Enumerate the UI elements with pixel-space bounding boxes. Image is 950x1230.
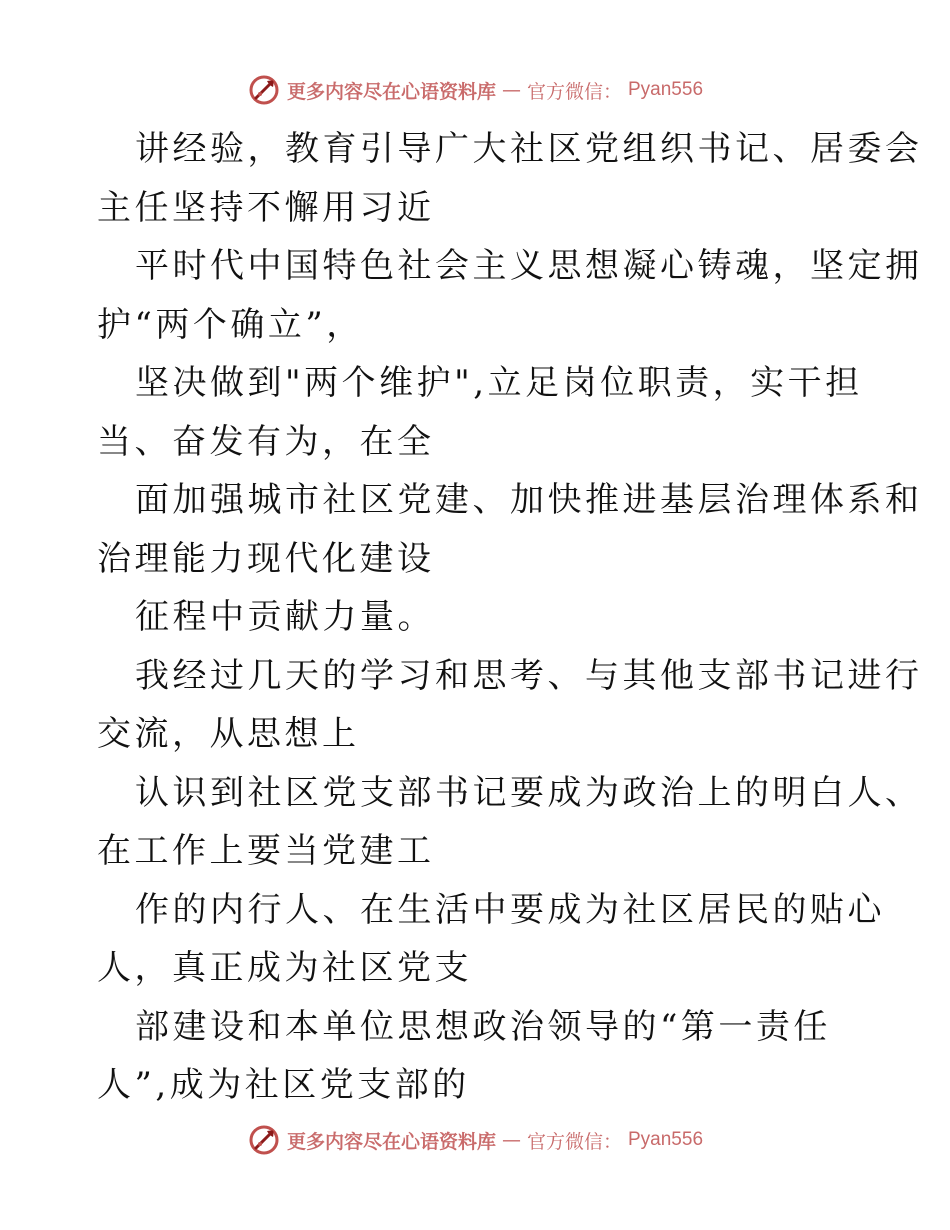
body-text xyxy=(97,120,923,1115)
text-line: 作的内行人、在生活中要成为社区居民的贴心 xyxy=(135,889,885,930)
banner-dash: — xyxy=(501,79,521,101)
text-line: 人”,成为社区党支部的 xyxy=(97,1065,470,1105)
banner-wechat-id: Pyan556 xyxy=(628,79,704,100)
text-line: 当、奋发有为，在全 xyxy=(97,421,435,462)
quill-circle-icon xyxy=(247,73,281,107)
text-line: 认识到社区党支部书记要成为政治上的明白人、 xyxy=(135,772,923,813)
text-line: 平时代中国特色社会主义思想凝心铸魂，坚定拥 xyxy=(135,246,923,286)
text-line: 部建设和本单位思想政治领导的“第一责任 xyxy=(135,1006,831,1047)
text-line: 在工作上要当党建工 xyxy=(97,831,435,871)
text-line: 征程中贡献力量。 xyxy=(135,597,435,637)
header-banner xyxy=(0,70,950,110)
text-line: 我经过几天的学习和思考、与其他支部书记进行 xyxy=(135,655,923,696)
banner-wechat-label: 官方微信： xyxy=(526,1130,622,1153)
text-line: 坚决做到"两个维护",立足岗位职责，实干担 xyxy=(135,363,863,403)
footer-banner xyxy=(0,1120,950,1160)
text-line: 面加强城市社区党建、加快推进基层治理体系和 xyxy=(135,480,923,520)
text-line: 治理能力现代化建设 xyxy=(97,538,435,579)
text-line: 主任坚持不懈用习近 xyxy=(97,187,435,228)
banner-dash: — xyxy=(501,1129,521,1151)
banner-wechat-id: Pyan556 xyxy=(628,1129,704,1150)
banner-brand-text: 更多内容尽在心语资料库 xyxy=(286,1130,496,1153)
quill-circle-icon xyxy=(247,1123,281,1157)
text-line: 人，真正成为社区党支 xyxy=(97,948,472,988)
text-line: 交流，从思想上 xyxy=(97,714,360,754)
text-line: 护“两个确立”， xyxy=(97,304,364,345)
banner-wechat-label: 官方微信： xyxy=(526,80,622,103)
banner-brand-text: 更多内容尽在心语资料库 xyxy=(286,80,496,103)
text-line: 讲经验，教育引导广大社区党组织书记、居委会 xyxy=(135,129,923,169)
